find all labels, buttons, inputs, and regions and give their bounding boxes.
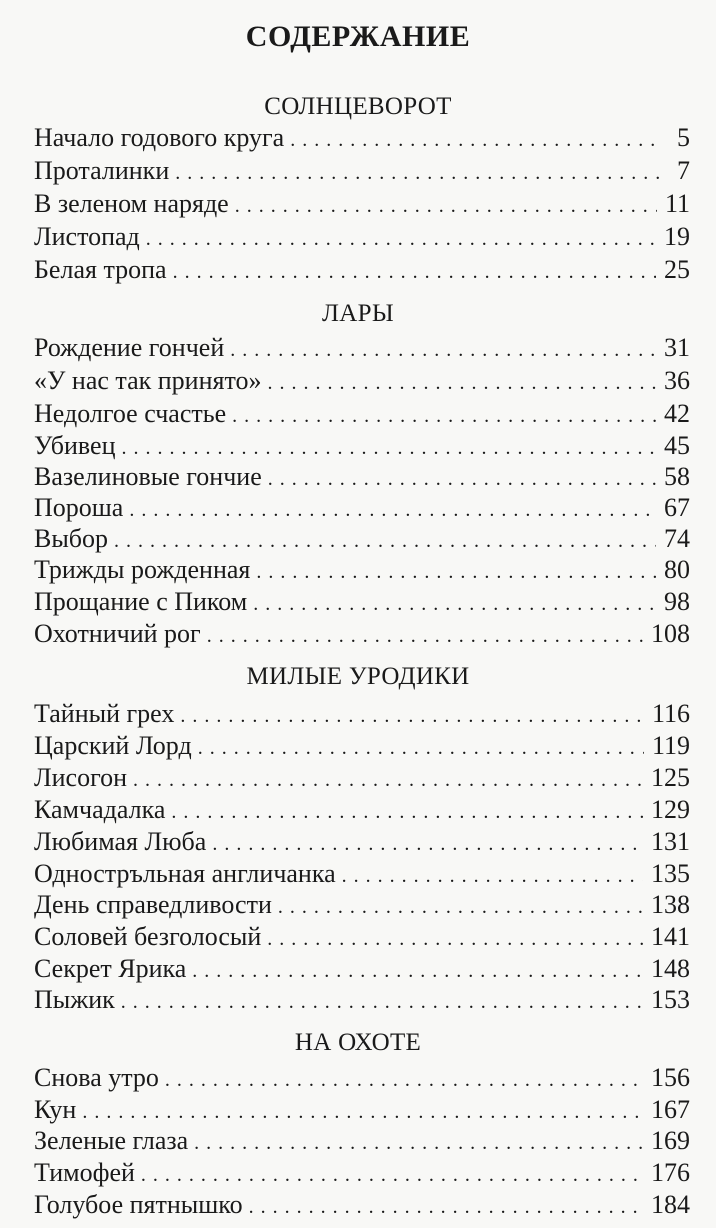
- page-number: 119: [651, 731, 690, 760]
- entry-title: Начало годового круга: [34, 123, 285, 152]
- dot-leader: [249, 1190, 643, 1224]
- page-number: 19: [664, 222, 690, 251]
- toc-entry[interactable]: [34, 697, 690, 731]
- entry-title: Пыжик: [34, 985, 115, 1014]
- dot-leader: [165, 1063, 643, 1097]
- dot-leader: [173, 255, 656, 289]
- toc-entry[interactable]: [34, 460, 690, 494]
- dot-leader: [212, 827, 643, 861]
- entry-title: Недолгое счастье: [34, 399, 227, 428]
- dot-leader: [207, 619, 643, 653]
- toc-entry[interactable]: [34, 585, 690, 619]
- page-number: 31: [664, 333, 690, 362]
- toc-entry[interactable]: [34, 1061, 690, 1095]
- page-number: 153: [651, 985, 690, 1014]
- toc-entry[interactable]: [34, 121, 690, 155]
- page-number: 45: [664, 431, 690, 460]
- page-number: 11: [664, 189, 690, 218]
- toc-entry[interactable]: [34, 983, 690, 1017]
- toc-entry[interactable]: [34, 220, 690, 254]
- dot-leader: [198, 731, 644, 765]
- toc-entry[interactable]: [34, 331, 690, 365]
- toc-entry[interactable]: [34, 920, 690, 954]
- page-number: 116: [651, 699, 690, 728]
- toc-entry[interactable]: [34, 761, 690, 795]
- entry-title: Камчадалка: [34, 795, 166, 824]
- page-number: 5: [677, 123, 690, 152]
- page-number: 138: [651, 890, 690, 919]
- toc-entry[interactable]: [34, 1093, 690, 1127]
- entry-title: Тайный грех: [34, 699, 175, 728]
- page-number: 156: [651, 1063, 690, 1092]
- page-number: 98: [664, 587, 690, 616]
- entry-title: Охотничий рог: [34, 619, 201, 648]
- entry-title: Соловей безголосый: [34, 922, 262, 951]
- entry-title: Проталинки: [34, 156, 170, 185]
- page-number: 58: [664, 462, 690, 491]
- toc-entry[interactable]: [34, 825, 690, 859]
- toc-entry[interactable]: [34, 952, 690, 986]
- page-number: 176: [651, 1158, 690, 1187]
- toc-entry[interactable]: [34, 1124, 690, 1158]
- entry-title: Одностръльная англичанка: [34, 859, 336, 888]
- dot-leader: [175, 156, 662, 190]
- entry-title: Тимофей: [34, 1158, 135, 1187]
- page-number: 184: [651, 1190, 690, 1219]
- dot-leader: [232, 399, 656, 433]
- entry-title: Любимая Люба: [34, 827, 207, 856]
- dot-leader: [133, 763, 643, 797]
- entry-title: Снова утро: [34, 1063, 159, 1092]
- entry-title: День справедливости: [34, 890, 272, 919]
- dot-leader: [230, 333, 656, 367]
- page-number: 125: [651, 763, 690, 792]
- entry-title: Трижды рожденная: [34, 555, 251, 584]
- toc-entry[interactable]: [34, 154, 690, 188]
- page-number: 167: [651, 1095, 690, 1124]
- dot-leader: [235, 189, 657, 223]
- page-number: 36: [664, 366, 690, 395]
- toc-entry[interactable]: [34, 429, 690, 463]
- page-number: 135: [651, 859, 690, 888]
- entry-title: Кун: [34, 1095, 77, 1124]
- entry-title: Белая тропа: [34, 255, 167, 284]
- toc-entry[interactable]: [34, 253, 690, 287]
- toc-entry[interactable]: [34, 793, 690, 827]
- dot-leader: [141, 1158, 643, 1192]
- page-number: 148: [651, 954, 690, 983]
- toc-entry[interactable]: [34, 364, 690, 398]
- entry-title: В зеленом наряде: [34, 189, 229, 218]
- entry-title: Голубое пятнышко: [34, 1190, 243, 1219]
- entry-title: Зеленые глаза: [34, 1126, 189, 1155]
- page-title: СОДЕРЖАНИЕ: [245, 20, 471, 53]
- entry-title: Секрет Ярика: [34, 954, 187, 983]
- entry-title: Выбор: [34, 524, 109, 553]
- dot-leader: [171, 795, 643, 829]
- dot-leader: [278, 890, 643, 924]
- page-number: 42: [664, 399, 690, 428]
- toc-entry[interactable]: [34, 888, 690, 922]
- dot-leader: [256, 555, 656, 589]
- entry-title: Рождение гончей: [34, 333, 225, 362]
- section-heading: СОЛНЦЕВОРОТ: [264, 93, 452, 120]
- toc-entry[interactable]: [34, 491, 690, 525]
- dot-leader: [267, 922, 643, 956]
- page-number: 67: [664, 493, 690, 522]
- dot-leader: [121, 985, 643, 1019]
- toc-entry[interactable]: [34, 1156, 690, 1190]
- dot-leader: [194, 1126, 643, 1160]
- toc-entry[interactable]: [34, 397, 690, 431]
- section-heading: ЛАРЫ: [322, 300, 394, 327]
- section-heading: МИЛЫЕ УРОДИКИ: [246, 663, 470, 690]
- page-number: 80: [664, 555, 690, 584]
- page-number: 129: [651, 795, 690, 824]
- page-number: 131: [651, 827, 690, 856]
- toc-entry[interactable]: [34, 187, 690, 221]
- dot-leader: [253, 587, 656, 621]
- dot-leader: [267, 366, 656, 400]
- page-number: 7: [677, 156, 690, 185]
- page-number: 108: [651, 619, 690, 648]
- toc-entry[interactable]: [34, 1188, 690, 1222]
- toc-entry[interactable]: [34, 729, 690, 763]
- entry-title: Прощание с Пиком: [34, 587, 248, 616]
- entry-title: Царский Лорд: [34, 731, 192, 760]
- page-number: 74: [664, 524, 690, 553]
- entry-title: Пороша: [34, 493, 124, 522]
- page-number: 141: [651, 922, 690, 951]
- toc-entry[interactable]: [34, 522, 690, 556]
- page-number: 169: [651, 1126, 690, 1155]
- toc-entry[interactable]: [34, 857, 690, 891]
- toc-entry[interactable]: [34, 553, 690, 587]
- toc-entry[interactable]: [34, 617, 690, 651]
- dot-leader: [180, 699, 644, 733]
- dot-leader: [146, 222, 656, 256]
- entry-title: Убивец: [34, 431, 116, 460]
- entry-title: «У нас так принято»: [34, 366, 262, 395]
- section-heading: НА ОХОТЕ: [294, 1029, 422, 1056]
- dot-leader: [290, 123, 662, 157]
- entry-title: Лисогон: [34, 763, 128, 792]
- entry-title: Листопад: [34, 222, 140, 251]
- page-number: 25: [664, 255, 690, 284]
- entry-title: Вазелиновые гончие: [34, 462, 262, 491]
